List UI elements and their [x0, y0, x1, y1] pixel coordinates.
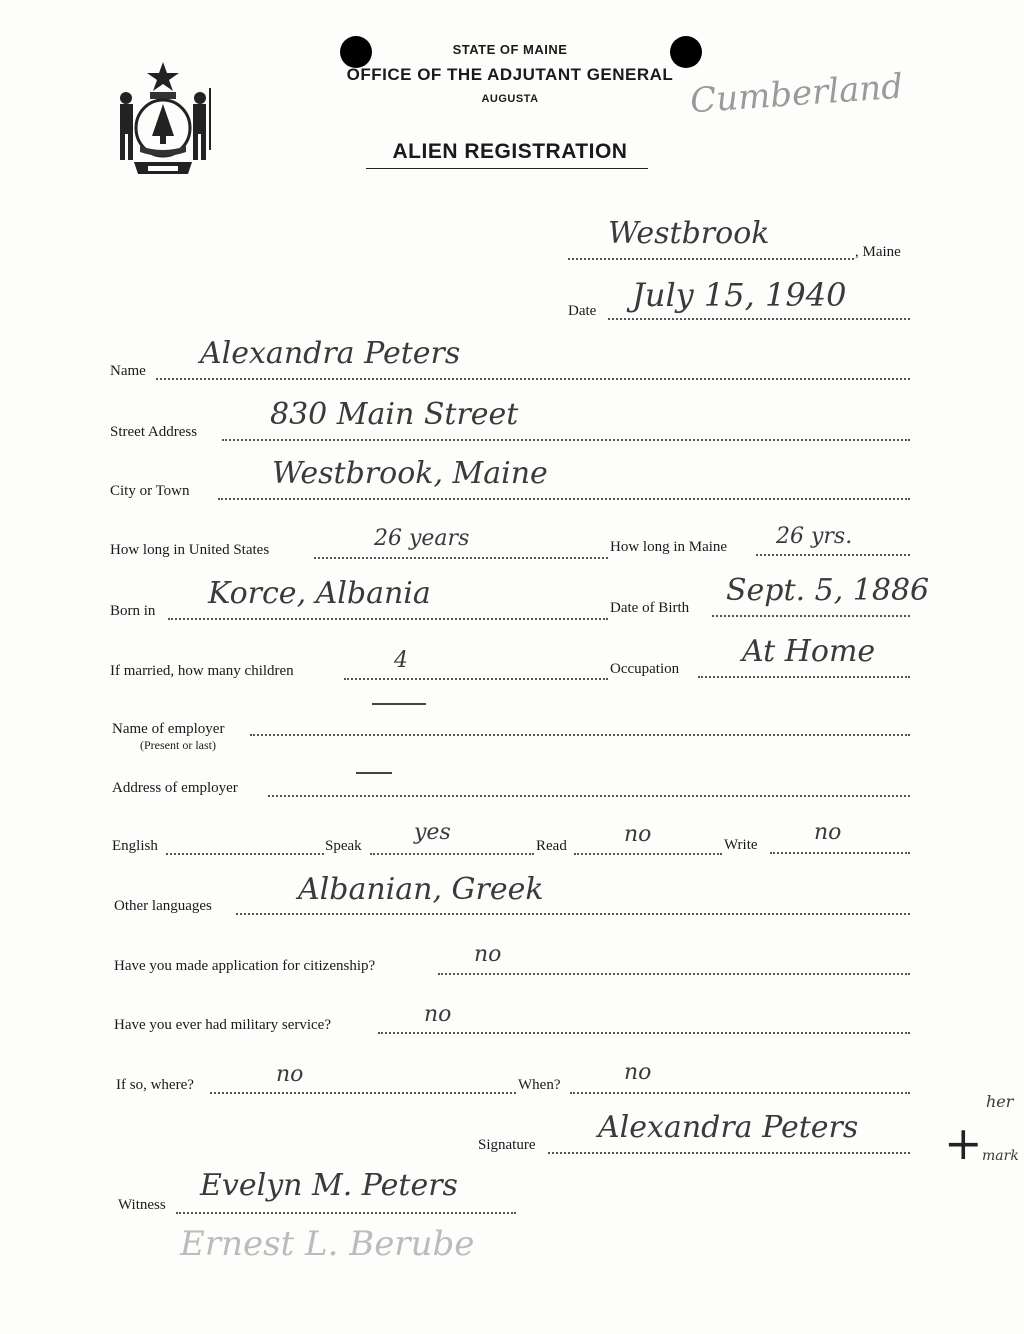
military-value: no: [424, 1002, 452, 1027]
other-languages-label: Other languages: [114, 898, 212, 914]
employer-label: Name of employer: [112, 721, 225, 737]
signature-mark-note-bottom: mark: [982, 1148, 1019, 1164]
place-line: [568, 258, 854, 260]
form-title: ALIEN REGISTRATION: [392, 140, 628, 163]
name-value: Alexandra Peters: [200, 336, 461, 371]
read-line: [574, 853, 722, 855]
name-label: Name: [110, 363, 146, 379]
citizenship-value: no: [474, 942, 502, 967]
witness-value: Evelyn M. Peters: [200, 1168, 458, 1203]
born-line: [168, 618, 608, 620]
witness-label: Witness: [118, 1197, 166, 1213]
speak-label: Speak: [325, 838, 362, 854]
us-years-label: How long in United States: [110, 542, 270, 558]
city-label: City or Town: [110, 483, 190, 499]
citizenship-line: [438, 973, 910, 975]
write-label: Write: [724, 837, 758, 853]
street-line: [222, 439, 910, 441]
where-value: no: [276, 1062, 304, 1087]
signature-value: Alexandra Peters: [598, 1110, 859, 1145]
when-line: [570, 1092, 910, 1094]
military-label: Have you ever had military service?: [114, 1017, 331, 1033]
signature-mark: +: [944, 1116, 983, 1170]
header-office: OFFICE OF THE ADJUTANT GENERAL: [346, 65, 674, 84]
born-value: Korce, Albania: [208, 576, 431, 611]
place-suffix: , Maine: [855, 244, 901, 260]
other-languages-line: [236, 913, 910, 915]
children-label: If married, how many children: [110, 663, 294, 679]
occupation-value: At Home: [742, 634, 876, 669]
read-label: Read: [536, 838, 567, 854]
witness-second-value: Ernest L. Berube: [180, 1224, 475, 1264]
date-value: July 15, 1940: [632, 276, 847, 314]
write-value: no: [814, 820, 842, 845]
employer-line: [250, 734, 910, 736]
children-value: 4: [394, 648, 408, 673]
occupation-label: Occupation: [610, 661, 680, 677]
us-years-value: 26 years: [374, 526, 470, 551]
street-value: 830 Main Street: [270, 397, 519, 432]
employer-sublabel: (Present or last): [140, 738, 216, 752]
birth-date-label: Date of Birth: [610, 600, 690, 616]
write-line: [770, 852, 910, 854]
signature-mark-note-top: her: [986, 1092, 1014, 1111]
military-line: [378, 1032, 910, 1034]
birth-date-line: [712, 615, 910, 617]
title-underline: [366, 168, 648, 169]
born-label: Born in: [110, 603, 156, 619]
witness-line: [176, 1212, 516, 1214]
english-label: English: [112, 838, 158, 854]
citizenship-label: Have you made application for citizenship?: [114, 958, 376, 974]
employer-address-label: Address of employer: [112, 780, 238, 796]
date-label: Date: [568, 303, 597, 319]
header-state: STATE OF MAINE: [452, 42, 568, 57]
other-languages-value: Albanian, Greek: [298, 872, 544, 907]
when-label: When?: [518, 1077, 561, 1093]
maine-years-label: How long in Maine: [610, 539, 728, 555]
where-line: [210, 1092, 516, 1094]
maine-years-value: 26 yrs.: [776, 524, 853, 549]
street-label: Street Address: [110, 424, 198, 440]
where-label: If so, where?: [116, 1077, 194, 1093]
city-value: Westbrook, Maine: [272, 456, 548, 491]
signature-label: Signature: [478, 1137, 536, 1153]
maine-years-line: [756, 554, 910, 556]
when-value: no: [624, 1060, 652, 1085]
county-note: Cumberland: [688, 66, 905, 122]
speak-value: yes: [414, 820, 451, 845]
children-line: [344, 678, 608, 680]
signature-line: [548, 1152, 910, 1154]
employer-address-line: [268, 795, 910, 797]
header-city: AUGUSTA: [481, 93, 539, 105]
city-line: [218, 498, 910, 500]
occupation-line: [698, 676, 910, 678]
place-value: Westbrook: [608, 216, 770, 251]
english-line: [166, 853, 324, 855]
read-value: no: [624, 822, 652, 847]
maine-state-seal-icon: [112, 58, 214, 178]
employer-dash-mark: [372, 703, 426, 705]
name-line: [156, 378, 910, 380]
birth-date-value: Sept. 5, 1886: [726, 573, 930, 608]
employer-address-dash-mark: [356, 772, 392, 774]
us-years-line: [314, 557, 608, 559]
speak-line: [370, 853, 534, 855]
date-line: [608, 318, 910, 320]
